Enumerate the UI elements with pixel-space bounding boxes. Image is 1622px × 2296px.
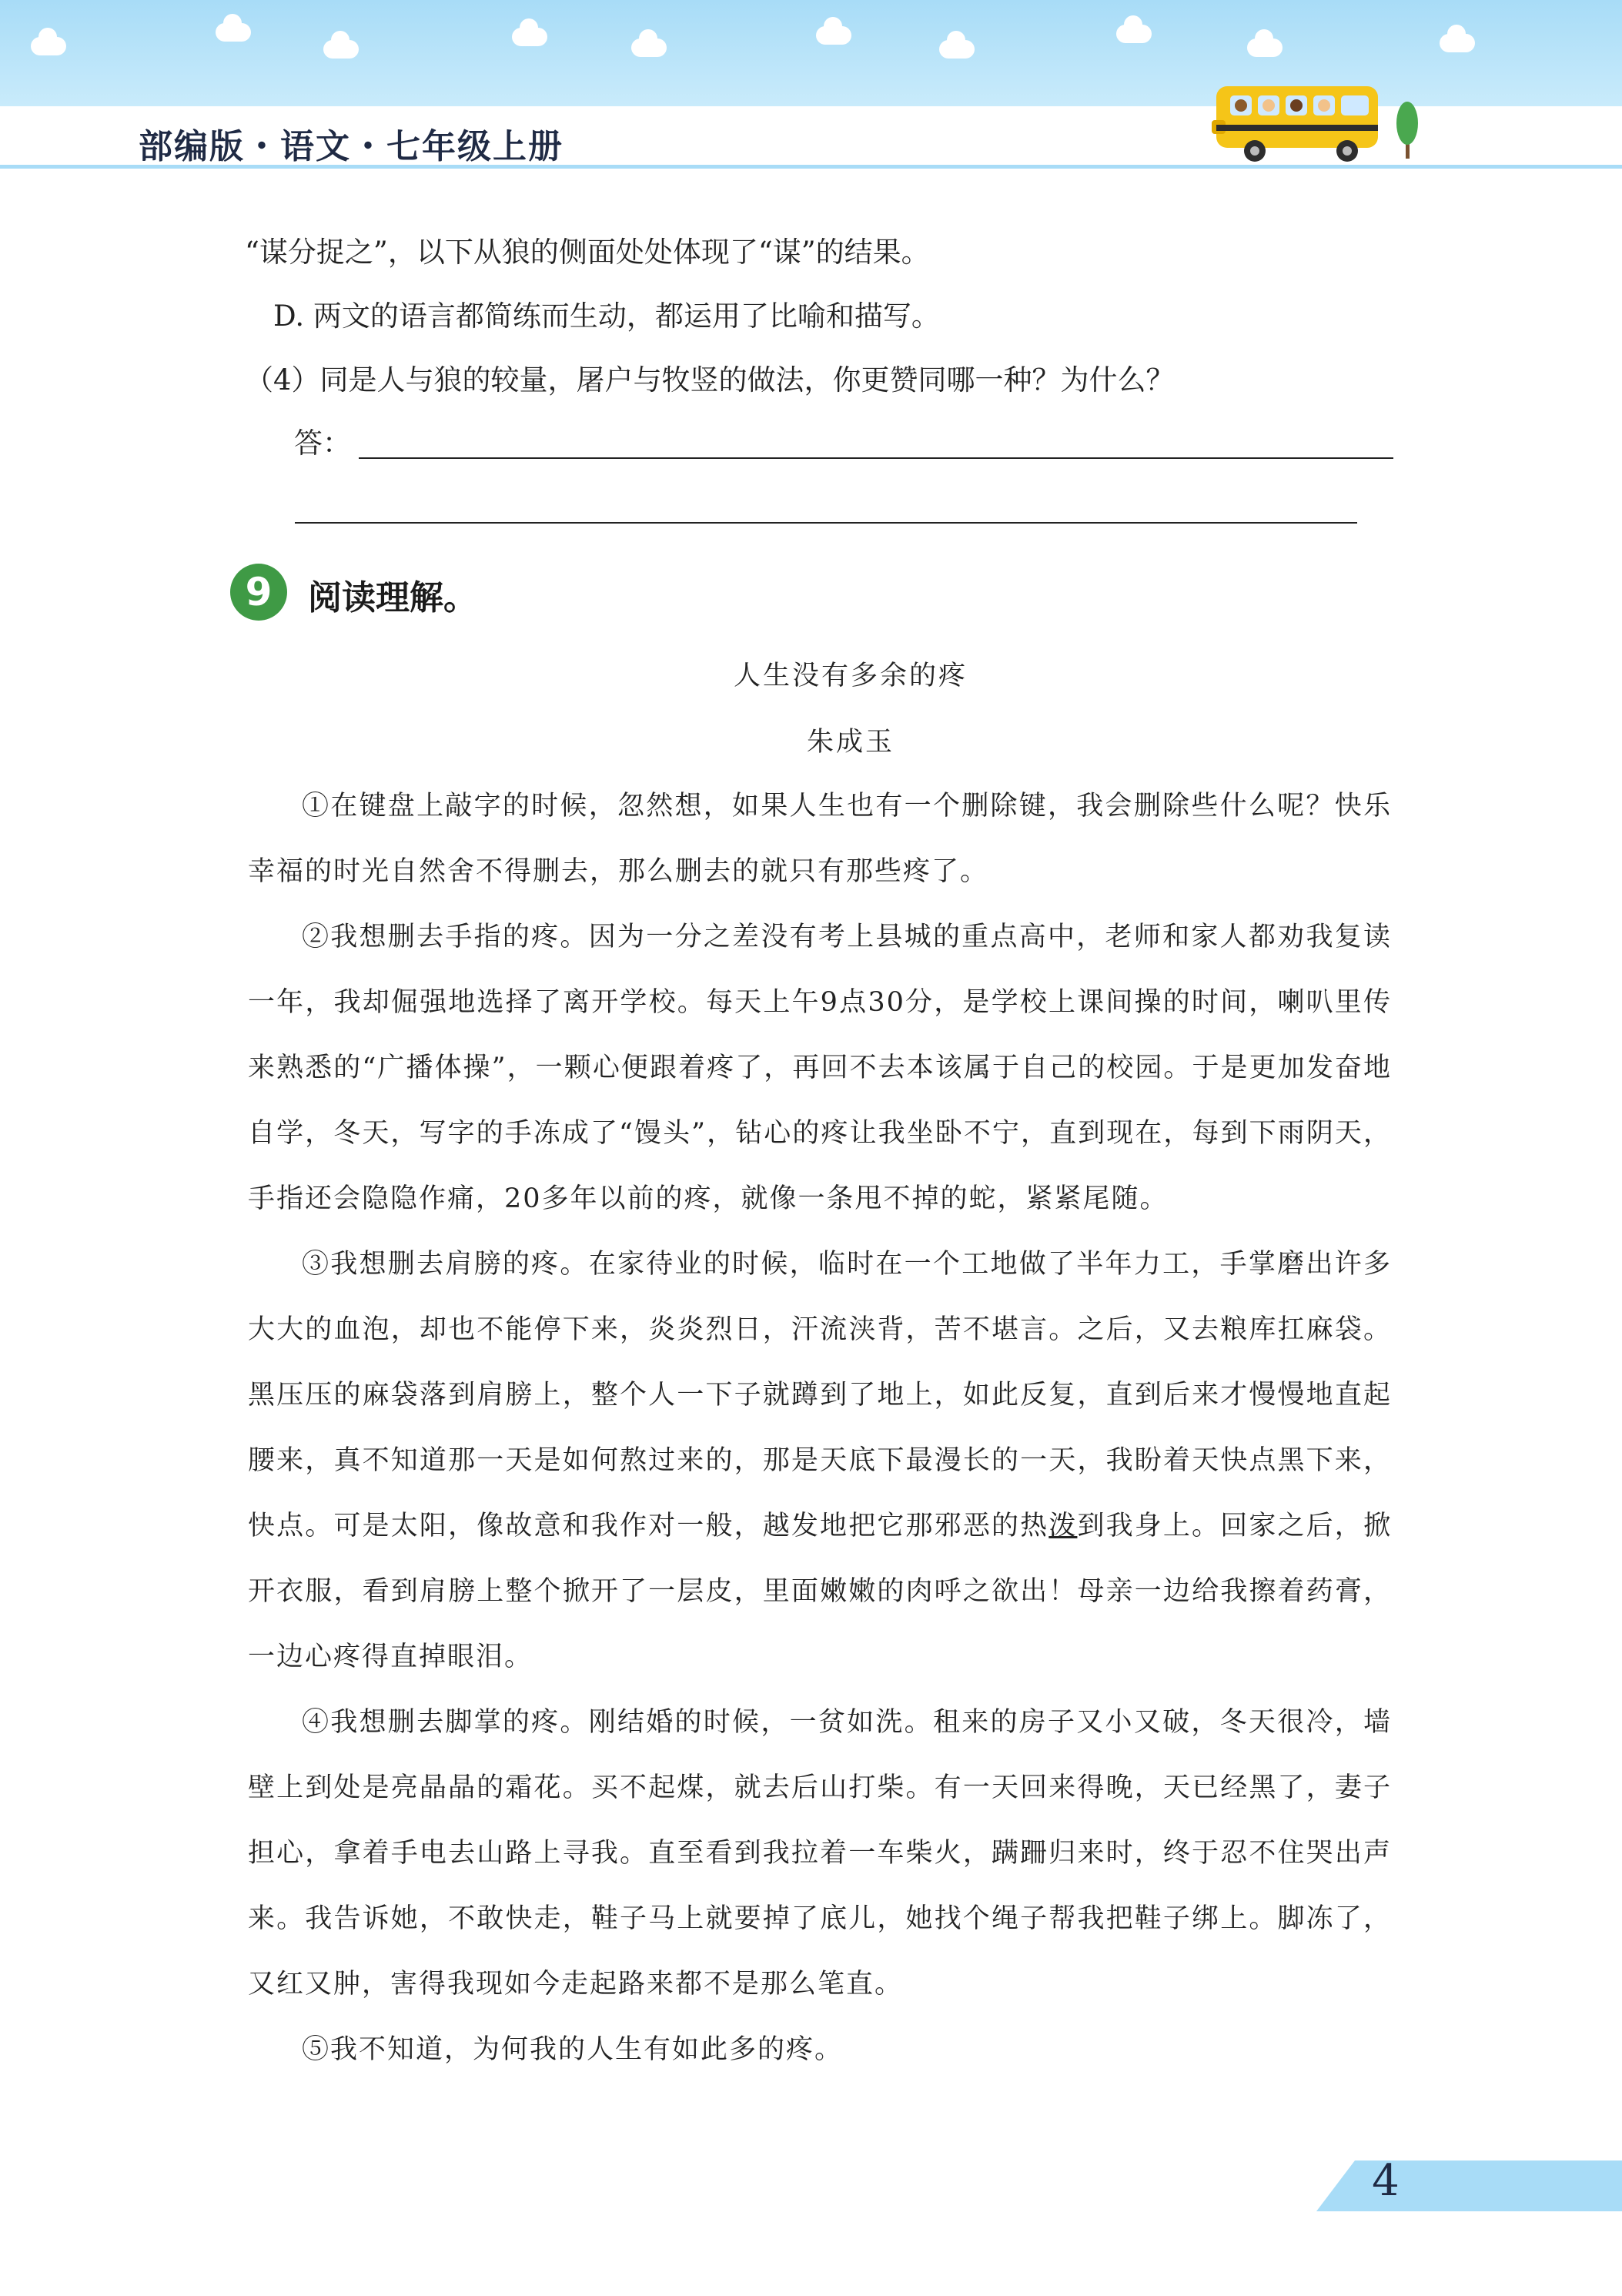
essay-paragraph-1: ①在键盘上敲字的时候，忽然想，如果人生也有一个删除键，我会删除些什么呢？快乐幸福的时光自然舍不得删去，那么删去的就只有那些疼了。 — [248, 791, 1392, 887]
cloud-icon — [1440, 34, 1475, 52]
question-number-badge: 9 — [230, 564, 287, 621]
underlined-word: 泼 — [1048, 1511, 1078, 1541]
answer-line-2[interactable] — [295, 522, 1357, 524]
answer-label: 答： — [294, 427, 351, 460]
cloud-icon — [1247, 38, 1283, 57]
essay-author: 朱成玉 — [806, 727, 895, 758]
cloud-icon — [816, 26, 851, 45]
book-title: 部编版・语文・七年级上册 — [139, 127, 564, 166]
tree-icon — [1396, 102, 1418, 159]
cloud-icon — [1116, 25, 1152, 43]
essay-title: 人生没有多余的疼 — [733, 661, 968, 691]
answer-line-1[interactable] — [359, 457, 1393, 459]
sub-question-4: （4）同是人与狼的较量，屠户与牧竖的做法，你更赞同哪一种？为什么？ — [245, 363, 1175, 397]
essay-paragraph-3: ③我想删去肩膀的疼。在家待业的时候，临时在一个工地做了半年力工，手掌磨出许多大大的血泡，却也不能停下来，炎炎烈日，汗流浃背，苦不堪言。之后，又去粮库扛麻袋。黑压压的麻袋落到肩膀上，整个人一下子就蹲到了地上，如此反复，直到后来才慢慢地直起腰来，真不知道那一天是如何熬过来的，那是天底下最漫长的一天，我盼着天快点黑下来，快点。可是太阳，像故意和我作对一般，越发地把它那邪恶的热泼到我身上。回家之后，掀开衣服，看到肩膀上整个掀开了一层皮，里面嫩嫩的肉呼之欲出！母亲一边给我擦着药膏，一边心疼得直掉眼泪。 — [248, 1249, 1392, 1672]
option-d: D. 两文的语言都简练而生动，都运用了比喻和描写。 — [273, 300, 940, 333]
cloud-icon — [216, 23, 251, 42]
essay-paragraph-2: ②我想删去手指的疼。因为一分之差没有考上县城的重点高中，老师和家人都劝我复读一年，我却倔强地选择了离开学校。每天上午9点30分，是学校上课间操的时间，喇叭里传来熟悉的“广播体操”，一颗心便跟着疼了，再回不去本该属于自己的校园。于是更加发奋地自学，冬天，写字的手冻成了“馒头”，钻心的疼让我坐卧不宁，直到现在，每到下雨阴天，手指还会隐隐作痛，20多年以前的疼，就像一条甩不掉的蛇，紧紧尾随。 — [248, 922, 1392, 1214]
essay-paragraph-4: ④我想删去脚掌的疼。刚结婚的时候，一贫如洗。租来的房子又小又破，冬天很冷，墙壁上到处是亮晶晶的霜花。买不起煤，就去后山打柴。有一天回来得晚，天已经黑了，妻子担心，拿着手电去山路上寻我。直至看到我拉着一车柴火，蹒跚归来时，终于忍不住哭出声来。我告诉她，不敢快走，鞋子马上就要掉了底儿，她找个绳子帮我把鞋子绑上。脚冻了，又红又肿，害得我现如今走起路来都不是那么笔直。 — [248, 1707, 1392, 2000]
school-bus-icon — [1209, 77, 1432, 169]
cloud-icon — [512, 28, 547, 46]
cloud-icon — [939, 40, 975, 59]
question-title: 阅读理解。 — [308, 578, 477, 618]
prev-question-line: “谋分捉之”，以下从狼的侧面处处体现了“谋”的结果。 — [245, 236, 930, 269]
cloud-icon — [631, 38, 667, 57]
page-number: 4 — [1372, 2156, 1400, 2206]
cloud-icon — [31, 37, 66, 55]
essay-paragraph-5: ⑤我不知道，为何我的人生有如此多的疼。 — [302, 2034, 844, 2065]
cloud-icon — [323, 40, 359, 59]
